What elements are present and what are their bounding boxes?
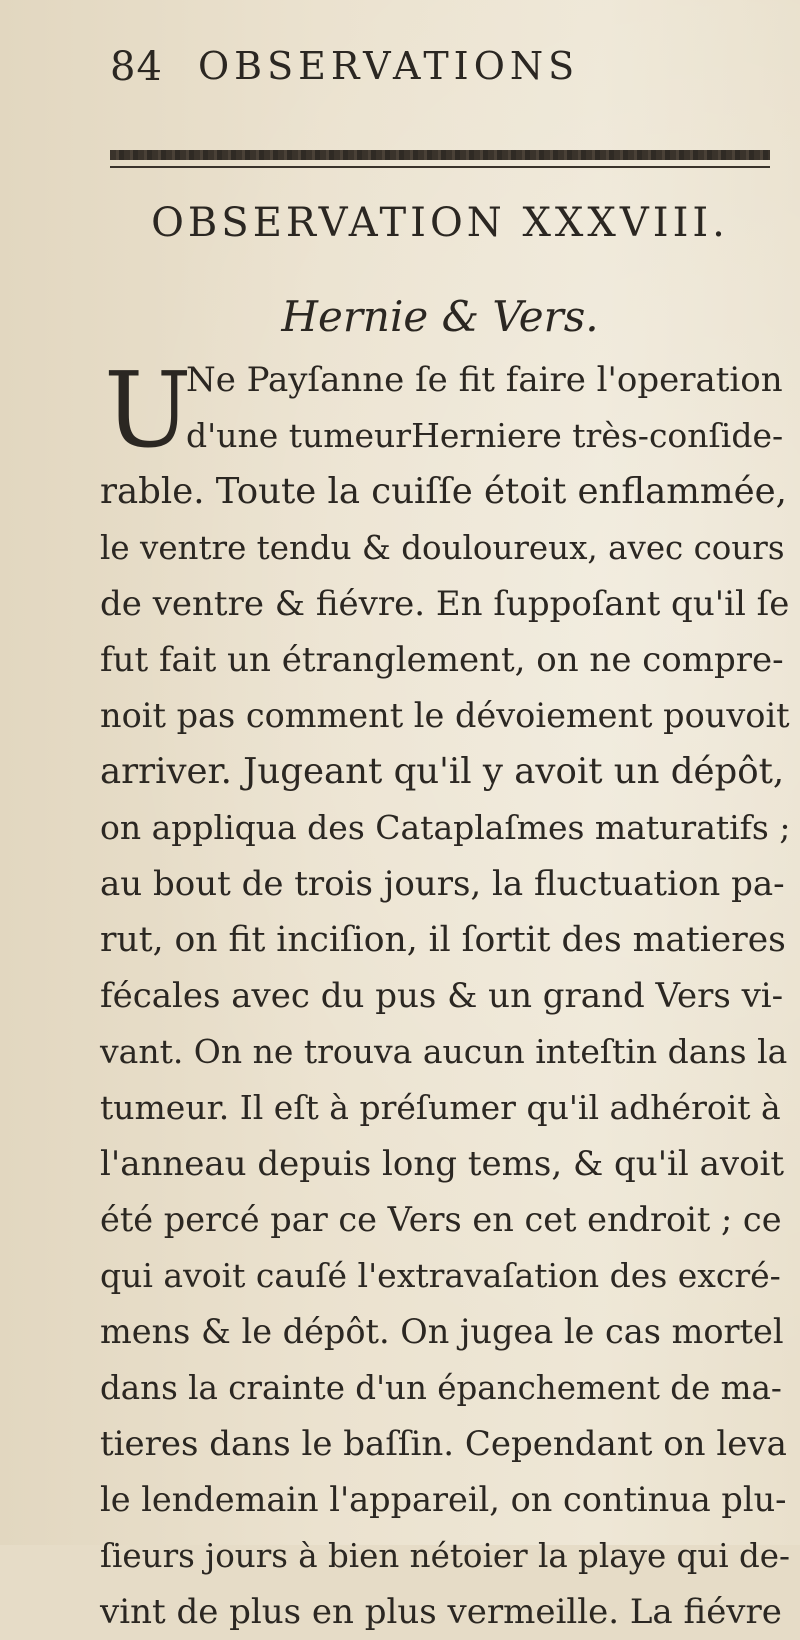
text-line: tieres dans le baſſin. Cependant on leva [100, 1424, 787, 1464]
text-line: arriver. Jugeant qu'il y avoit un dépôt, [100, 751, 785, 792]
text-line: ſieurs jours à bien nétoier la playe qui de- [100, 1537, 791, 1575]
text-line: mens & le dépôt. On jugea le cas mortel [100, 1312, 784, 1351]
text-line: d'une tumeurHerniere très-conſide- [186, 416, 784, 455]
ornamental-rule [110, 150, 770, 160]
text-line: de ventre & fiévre. En ſuppoſant qu'il ſe [100, 584, 790, 624]
text-line: été percé par ce Vers en cet endroit ; ce [100, 1200, 782, 1239]
text-line: le lendemain l'appareil, on continua plu- [100, 1480, 787, 1519]
text-line: on appliqua des Cataplaſmes maturatifs ; [100, 808, 791, 847]
text-line: Ne Payſanne ſe fit faire l'operation [186, 360, 783, 400]
page-header [110, 40, 760, 100]
text-line: tumeur. Il eſt à préſumer qu'il adhéroit à [100, 1088, 781, 1127]
text-line: l'anneau depuis long tems, & qu'il avoit [100, 1144, 785, 1184]
text-line: le ventre tendu & douloureux, avec cours [100, 529, 785, 567]
text-line: au bout de trois jours, la fluctuation pa- [100, 864, 785, 904]
page-number: 84 [110, 44, 163, 90]
running-head: OBSERVATIONS [198, 44, 580, 88]
divider-rule [110, 166, 770, 168]
text-line: qui avoit cauſé l'extravaſation des excré- [100, 1256, 781, 1295]
text-line: rut, on fit inciſion, il ſortit des matieres [100, 920, 786, 960]
text-line: vant. On ne trouva aucun inteſtin dans la [100, 1032, 788, 1071]
text-line: noit pas comment le dévoiement pouvoit [100, 696, 790, 735]
text-line: fécales avec du pus & un grand Vers vi- [100, 976, 784, 1016]
drop-cap: U [104, 349, 192, 471]
observation-title: OBSERVATION XXXVIII. [151, 200, 729, 246]
text-line: rable. Toute la cuiſſe étoit enflammée, [100, 471, 787, 512]
text-line: dans la crainte d'un épanchement de ma- [100, 1369, 782, 1407]
text-line: vint de plus en plus vermeille. La fiévre [100, 1592, 782, 1632]
observation-subtitle: Hernie & Vers. [281, 292, 599, 341]
text-line: fut fait un étranglement, on ne compre- [100, 640, 784, 680]
